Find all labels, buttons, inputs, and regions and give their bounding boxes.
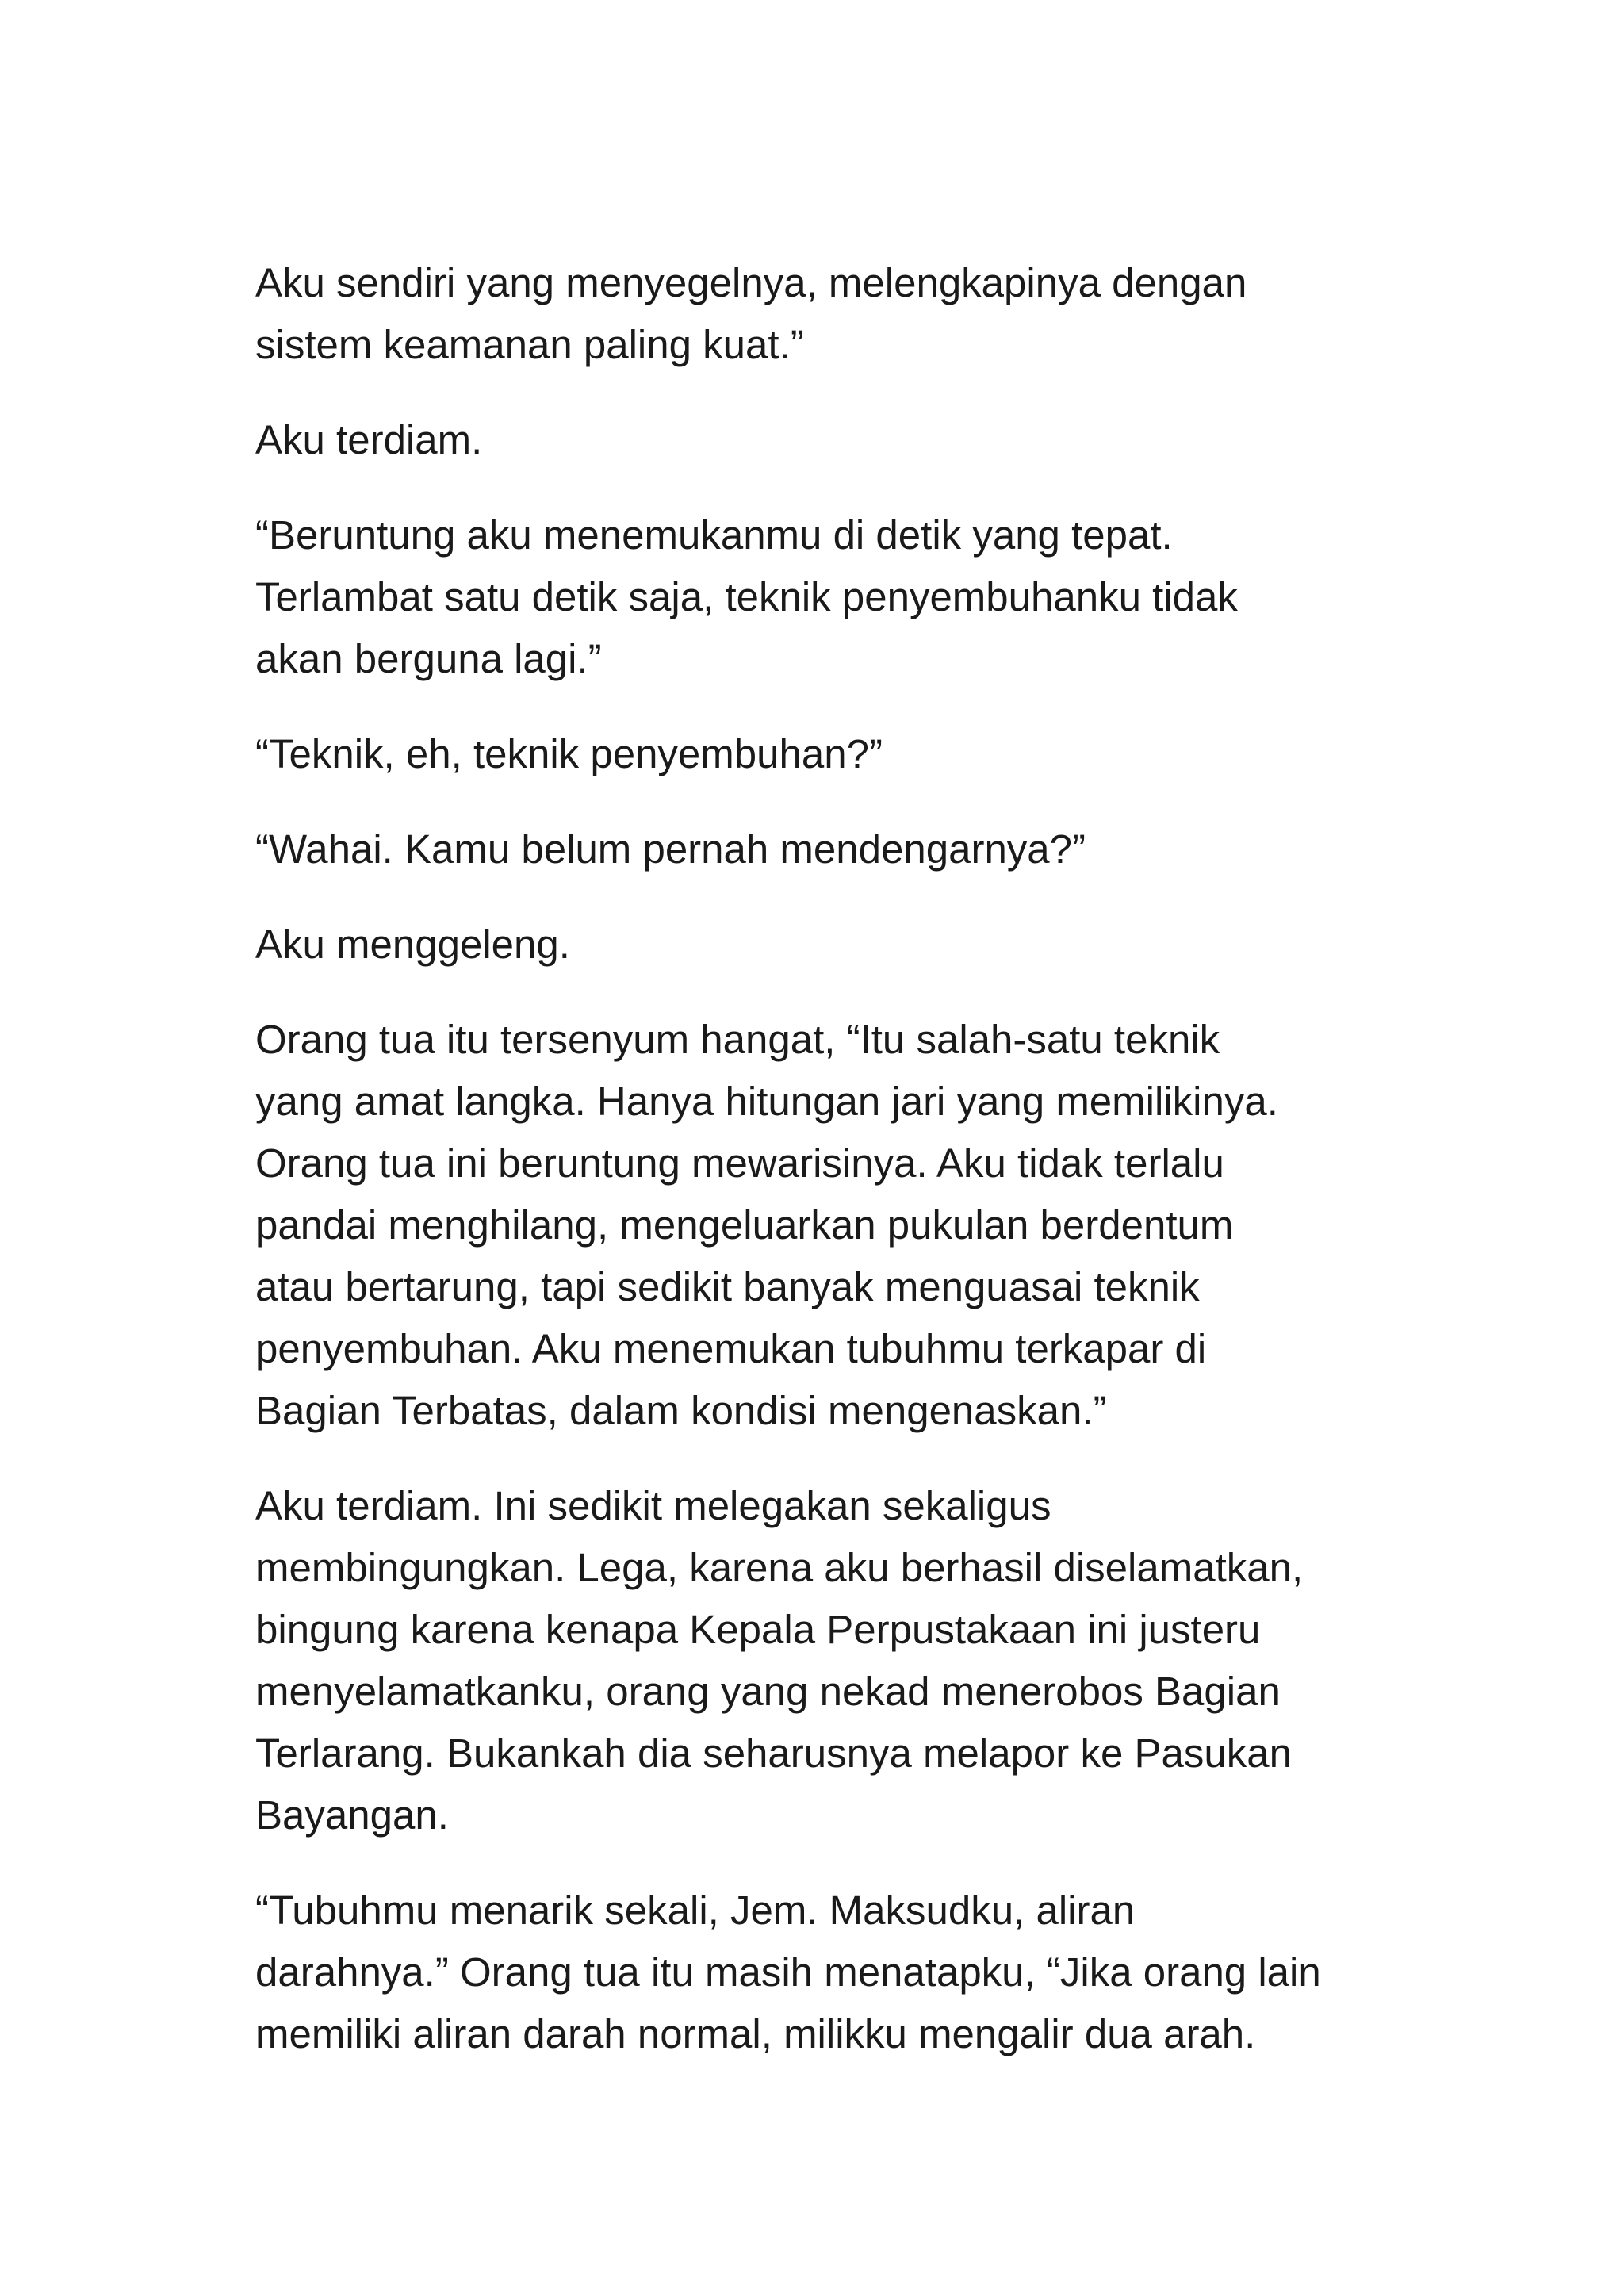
paragraph-2 [255, 409, 1405, 471]
paragraph-8 [255, 1475, 1405, 1846]
text-line: memiliki aliran darah normal, milikku mengalir dua arah. [255, 2011, 1256, 2056]
text-line: membingungkan. Lega, karena aku berhasil diselamatkan, [255, 1545, 1304, 1590]
text-line: Aku sendiri yang menyegelnya, melengkapinya dengan [255, 260, 1247, 305]
paragraph-9 [255, 1880, 1405, 2065]
paragraph-3 [255, 504, 1405, 690]
text-line: yang amat langka. Hanya hitungan jari yang memilikinya. [255, 1079, 1278, 1124]
text-line: Aku terdiam. Ini sedikit melegakan sekaligus [255, 1483, 1051, 1528]
body-text [255, 252, 1405, 2099]
text-line: atau bertarung, tapi sedikit banyak menguasai teknik [255, 1264, 1200, 1309]
text-line: “Tubuhmu menarik sekali, Jem. Maksudku, aliran [255, 1888, 1136, 1933]
text-line: “Teknik, eh, teknik penyembuhan?” [255, 731, 883, 776]
paragraph-7 [255, 1009, 1405, 1442]
text-line: Bagian Terbatas, dalam kondisi mengenaskan.” [255, 1388, 1107, 1433]
text-line: darahnya.” Orang tua itu masih menatapku, “Jika orang lain [255, 1949, 1321, 1995]
text-line: “Wahai. Kamu belum pernah mendengarnya?” [255, 826, 1086, 872]
text-line: akan berguna lagi.” [255, 636, 602, 681]
text-line: Bayangan. [255, 1792, 449, 1838]
text-line: Terlambat satu detik saja, teknik penyembuhanku tidak [255, 574, 1238, 619]
text-line: pandai menghilang, mengeluarkan pukulan berdentum [255, 1202, 1234, 1248]
text-line: “Beruntung aku menemukanmu di detik yang tepat. [255, 512, 1173, 558]
paragraph-4 [255, 723, 1405, 785]
paragraph-6 [255, 914, 1405, 976]
text-line: menyelamatkanku, orang yang nekad menerobos Bagian [255, 1669, 1281, 1714]
text-line: Orang tua itu tersenyum hangat, “Itu salah-satu teknik [255, 1017, 1220, 1062]
text-line: Terlarang. Bukankah dia seharusnya melapor ke Pasukan [255, 1731, 1292, 1776]
paragraph-1 [255, 252, 1405, 376]
text-line: sistem keamanan paling kuat.” [255, 322, 804, 367]
text-line: Aku terdiam. [255, 417, 483, 462]
text-line: Aku menggeleng. [255, 922, 570, 967]
paragraph-5 [255, 818, 1405, 880]
text-line: bingung karena kenapa Kepala Perpustakaan ini justeru [255, 1607, 1261, 1652]
text-line: penyembuhan. Aku menemukan tubuhmu terkapar di [255, 1326, 1207, 1371]
text-line: Orang tua ini beruntung mewarisinya. Aku tidak terlalu [255, 1140, 1224, 1186]
